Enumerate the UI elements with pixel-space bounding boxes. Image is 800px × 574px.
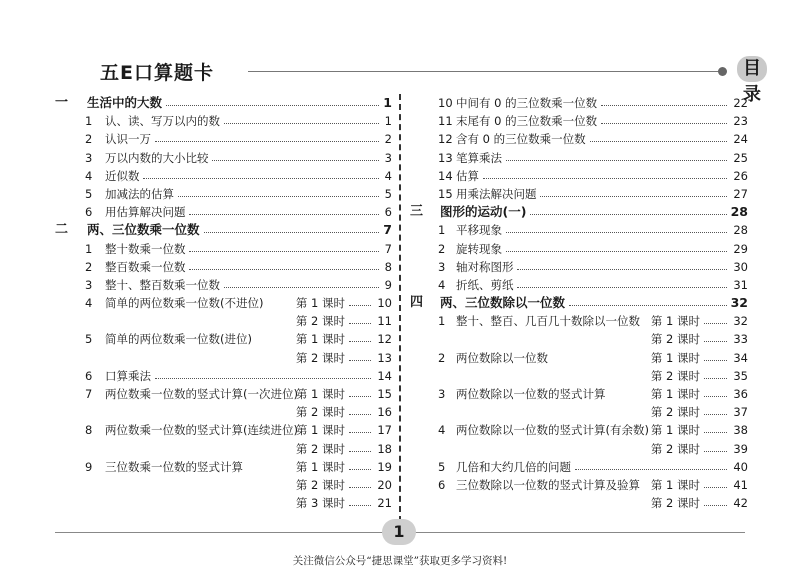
toc-entry-row — [55, 240, 392, 258]
toc-entry-row — [410, 276, 748, 294]
dot-leader — [530, 214, 727, 215]
toc-entry-row — [410, 258, 748, 276]
toc-page-number: 34 — [733, 350, 748, 365]
toc-page-number: 17 — [377, 423, 392, 438]
toc-entry-row — [410, 330, 748, 348]
toc-page-number: 25 — [733, 150, 748, 165]
toc-page-number: 42 — [733, 496, 748, 511]
toc-title: 两、三位数乘一位数 — [87, 222, 200, 238]
dot-leader — [349, 487, 371, 488]
toc-title: 近似数 — [105, 168, 140, 183]
dot-leader — [349, 305, 371, 306]
toc-title: 笔算乘法 — [456, 150, 502, 165]
toc-entry-row — [410, 312, 748, 330]
dot-leader — [349, 469, 371, 470]
toc-title: 中间有 0 的三位数乘一位数 — [456, 96, 598, 110]
dot-leader — [704, 432, 727, 433]
dot-leader — [189, 269, 378, 270]
dot-leader — [506, 232, 727, 233]
toc-page-number: 24 — [733, 132, 748, 147]
toc-page-number: 16 — [377, 405, 392, 420]
toc-page-number: 11 — [377, 314, 392, 329]
toc-number: 4 — [438, 277, 446, 292]
toc-title: 认识一万 — [105, 132, 151, 147]
toc-page-number: 23 — [733, 114, 748, 129]
toc-number: 1 — [85, 241, 93, 256]
toc-page-number: 35 — [733, 368, 748, 383]
toc-page-number: 21 — [377, 496, 392, 511]
toc-number: 3 — [85, 277, 93, 292]
toc-lesson-period: 第 2 课时 — [650, 368, 700, 383]
toc-entry-row — [410, 130, 748, 148]
toc-unit-row — [410, 203, 748, 221]
toc-lesson-period: 第 2 课时 — [295, 441, 345, 456]
dot-leader — [704, 487, 727, 488]
dot-leader — [349, 396, 371, 397]
dot-leader — [178, 196, 379, 197]
toc-lesson-period: 第 1 课时 — [295, 332, 345, 347]
dot-leader — [212, 160, 378, 161]
toc-entry-row — [410, 185, 748, 203]
dot-leader — [517, 269, 727, 270]
toc-title: 简单的两位数乘一位数(进位) — [105, 332, 252, 347]
toc-page-number: 4 — [384, 168, 392, 183]
dot-leader — [224, 123, 379, 124]
toc-page-number: 22 — [733, 96, 748, 110]
toc-page-number: 3 — [384, 150, 392, 165]
toc-page-number: 28 — [733, 223, 748, 238]
toc-title: 两位数乘一位数的竖式计算(连续进位) — [105, 423, 298, 438]
dot-leader — [590, 141, 728, 142]
toc-title: 生活中的大数 — [87, 95, 163, 110]
toc-number: 2 — [438, 241, 446, 256]
toc-title: 简单的两位数乘一位数(不进位) — [105, 296, 264, 311]
toc-entry-row — [410, 349, 748, 367]
toc-lesson-period: 第 2 课时 — [650, 441, 700, 456]
toc-number: 9 — [85, 459, 93, 474]
toc-left-column — [55, 94, 392, 512]
toc-title: 口算乘法 — [105, 368, 151, 383]
dot-leader — [704, 451, 727, 452]
dot-leader — [704, 396, 727, 397]
toc-lesson-period: 第 1 课时 — [295, 459, 345, 474]
column-divider — [399, 94, 401, 522]
toc-entry-row — [410, 367, 748, 385]
toc-lesson-period: 第 1 课时 — [295, 387, 345, 401]
toc-page-number: 12 — [377, 332, 392, 347]
toc-page-number: 1 — [384, 114, 392, 129]
toc-lesson-period: 第 2 课时 — [650, 405, 700, 420]
dot-leader — [506, 251, 727, 252]
dot-leader — [517, 287, 727, 288]
toc-lesson-period: 第 2 课时 — [650, 332, 700, 347]
toc-lesson-period: 第 2 课时 — [295, 314, 345, 329]
toc-number: 3 — [85, 150, 93, 165]
dot-leader — [349, 451, 371, 452]
toc-entry-row — [55, 185, 392, 203]
toc-page-number: 6 — [384, 205, 392, 220]
toc-number: 6 — [438, 477, 446, 492]
toc-title: 含有 0 的三位数乘一位数 — [456, 132, 586, 147]
toc-page-number: 19 — [377, 459, 392, 474]
toc-title: 折纸、剪纸 — [456, 277, 514, 292]
toc-number: 12 — [438, 132, 453, 147]
brand-title: 五E口算题卡 — [100, 62, 214, 84]
toc-number: 15 — [438, 186, 453, 201]
toc-title: 两位数除以一位数的竖式计算(有余数) — [456, 423, 649, 438]
toc-entry-row — [55, 458, 392, 476]
dot-leader — [704, 505, 727, 506]
toc-entry-row — [55, 258, 392, 276]
dot-leader — [189, 251, 378, 252]
toc-entry-row — [55, 494, 392, 512]
dot-leader — [349, 323, 371, 324]
toc-title: 旋转现象 — [456, 241, 502, 256]
toc-title: 图形的运动(一) — [440, 204, 527, 220]
toc-title: 两位数除以一位数的竖式计算 — [456, 387, 606, 401]
toc-number: 3 — [438, 259, 446, 274]
toc-entry-row — [410, 421, 748, 439]
dot-leader — [155, 141, 379, 142]
toc-page-number: 31 — [733, 277, 748, 292]
toc-lesson-period: 第 2 课时 — [650, 496, 700, 511]
dot-leader — [704, 360, 727, 361]
toc-number: 2 — [85, 259, 93, 274]
toc-entry-row — [55, 112, 392, 130]
toc-entry-row — [410, 240, 748, 258]
toc-lesson-period: 第 1 课时 — [650, 314, 700, 329]
dot-leader — [540, 196, 727, 197]
toc-page-number: 15 — [377, 387, 392, 401]
toc-entry-row — [410, 440, 748, 458]
toc-title: 用乘法解决问题 — [456, 186, 537, 201]
toc-number: 2 — [438, 350, 446, 365]
toc-title: 三位数乘一位数的竖式计算 — [105, 459, 243, 474]
toc-title: 加减法的估算 — [105, 186, 174, 201]
toc-number: 10 — [438, 96, 453, 110]
toc-page-number: 5 — [384, 186, 392, 201]
dot-leader — [166, 105, 379, 106]
header-rule — [248, 71, 721, 72]
toc-page-number: 37 — [733, 405, 748, 420]
dot-leader — [143, 178, 378, 179]
toc-number: 一 — [55, 95, 69, 110]
toc-title: 两、三位数除以一位数 — [440, 295, 566, 311]
toc-lesson-period: 第 1 课时 — [650, 350, 700, 365]
toc-page-number: 9 — [384, 277, 392, 292]
toc-page-number: 8 — [384, 259, 392, 274]
toc-number: 6 — [85, 368, 93, 383]
toc-number: 3 — [438, 387, 446, 401]
dot-leader — [704, 378, 727, 379]
toc-unit-row — [410, 294, 748, 312]
toc-entry-row — [55, 276, 392, 294]
toc-number: 二 — [55, 222, 69, 238]
toc-title: 整十、整百数乘一位数 — [105, 277, 220, 292]
toc-entry-row — [410, 385, 748, 403]
toc-entry-row — [55, 330, 392, 348]
toc-title: 估算 — [456, 168, 479, 183]
dot-leader — [155, 378, 371, 379]
toc-entry-row — [55, 421, 392, 439]
toc-page-number: 7 — [384, 241, 392, 256]
dot-leader — [349, 414, 371, 415]
toc-page-number: 29 — [733, 241, 748, 256]
toc-number: 13 — [438, 150, 453, 165]
toc-title: 两位数除以一位数 — [456, 350, 548, 365]
dot-leader — [349, 432, 371, 433]
toc-page-number: 41 — [733, 477, 748, 492]
toc-number: 1 — [85, 114, 93, 129]
toc-entry-row — [55, 130, 392, 148]
toc-title: 整十、整百、几百几十数除以一位数 — [456, 314, 640, 329]
toc-number: 2 — [85, 132, 93, 147]
toc-right-column — [410, 94, 748, 512]
toc-entry-row — [55, 149, 392, 167]
dot-leader — [224, 287, 379, 288]
toc-lesson-period: 第 3 课时 — [295, 496, 345, 511]
toc-number: 1 — [438, 223, 446, 238]
dot-leader — [483, 178, 727, 179]
toc-entry-row — [410, 458, 748, 476]
dot-leader — [704, 341, 727, 342]
toc-unit-row — [55, 94, 392, 112]
toc-title: 末尾有 0 的三位数乘一位数 — [456, 114, 598, 129]
toc-entry-row — [55, 403, 392, 421]
toc-title: 三位数除以一位数的竖式计算及验算 — [456, 477, 640, 492]
toc-page-number: 40 — [733, 459, 748, 474]
toc-entry-row — [410, 403, 748, 421]
toc-lesson-period: 第 1 课时 — [650, 477, 700, 492]
catalog-label: 目录 — [737, 56, 767, 82]
toc-entry-row — [55, 367, 392, 385]
toc-page-number: 14 — [377, 368, 392, 383]
toc-entry-row — [55, 476, 392, 494]
dot-leader — [601, 105, 727, 106]
dot-leader — [704, 414, 727, 415]
toc-page-number: 33 — [733, 332, 748, 347]
toc-title: 几倍和大约几倍的问题 — [456, 459, 571, 474]
toc-number: 6 — [85, 205, 93, 220]
dot-leader — [349, 341, 371, 342]
toc-page-number: 28 — [730, 204, 748, 220]
toc-entry-row — [410, 476, 748, 494]
toc-lesson-period: 第 1 课时 — [650, 423, 700, 438]
toc-entry-row — [55, 312, 392, 330]
toc-title: 用估算解决问题 — [105, 205, 186, 220]
dot-leader — [569, 305, 727, 306]
dot-leader — [349, 360, 371, 361]
toc-entry-row — [410, 94, 748, 112]
dot-leader — [575, 469, 727, 470]
toc-page-number: 10 — [377, 296, 392, 311]
toc-page-number: 32 — [730, 295, 748, 311]
toc-title: 整百数乘一位数 — [105, 259, 186, 274]
toc-number: 5 — [438, 459, 446, 474]
toc-entry-row — [410, 112, 748, 130]
toc-title: 平移现象 — [456, 223, 502, 238]
toc-page-number: 1 — [383, 95, 392, 110]
toc-page-number: 20 — [377, 477, 392, 492]
toc-number: 三 — [410, 204, 424, 220]
toc-number: 1 — [438, 314, 446, 329]
toc-lesson-period: 第 2 课时 — [295, 350, 345, 365]
toc-lesson-period: 第 1 课时 — [650, 387, 700, 401]
toc-title: 认、读、写万以内的数 — [105, 114, 220, 129]
toc-entry-row — [55, 349, 392, 367]
toc-page-number: 38 — [733, 423, 748, 438]
toc-title: 万以内数的大小比较 — [105, 150, 209, 165]
toc-entry-row — [410, 494, 748, 512]
toc-page-number: 27 — [733, 186, 748, 201]
toc-page-number: 26 — [733, 168, 748, 183]
toc-number: 14 — [438, 168, 453, 183]
dot-leader — [704, 323, 727, 324]
toc-lesson-period: 第 2 课时 — [295, 477, 345, 492]
page-number: 1 — [382, 519, 416, 545]
toc-number: 4 — [85, 296, 93, 311]
toc-number: 4 — [438, 423, 446, 438]
header-dot-icon — [718, 67, 727, 76]
toc-page-number: 36 — [733, 387, 748, 401]
toc-entry-row — [55, 440, 392, 458]
toc-number: 11 — [438, 114, 453, 129]
toc-page-number: 13 — [377, 350, 392, 365]
dot-leader — [204, 232, 379, 233]
toc-page-number: 18 — [377, 441, 392, 456]
toc-page-number: 7 — [383, 222, 392, 238]
toc-lesson-period: 第 2 课时 — [295, 405, 345, 420]
toc-entry-row — [55, 167, 392, 185]
toc-entry-row — [55, 385, 392, 403]
toc-number: 5 — [85, 332, 93, 347]
toc-entry-row — [55, 203, 392, 221]
toc-page-number: 30 — [733, 259, 748, 274]
toc-page-number: 32 — [733, 314, 748, 329]
toc-entry-row — [410, 167, 748, 185]
toc-number: 7 — [85, 387, 93, 401]
toc-number: 8 — [85, 423, 93, 438]
dot-leader — [506, 160, 727, 161]
toc-entry-row — [55, 294, 392, 312]
toc-entry-row — [410, 149, 748, 167]
dot-leader — [189, 214, 378, 215]
toc-page-number: 39 — [733, 441, 748, 456]
toc-lesson-period: 第 1 课时 — [295, 296, 345, 311]
toc-page-number: 2 — [384, 132, 392, 147]
dot-leader — [601, 123, 727, 124]
toc-entry-row — [410, 221, 748, 239]
toc-title: 整十数乘一位数 — [105, 241, 186, 256]
toc-title: 轴对称图形 — [456, 259, 514, 274]
toc-number: 4 — [85, 168, 93, 183]
dot-leader — [349, 505, 371, 506]
toc-number: 四 — [410, 295, 424, 311]
toc-number: 5 — [85, 186, 93, 201]
toc-title: 两位数乘一位数的竖式计算(一次进位) — [105, 387, 298, 401]
toc-lesson-period: 第 1 课时 — [295, 423, 345, 438]
toc-unit-row — [55, 221, 392, 239]
footer-note: 关注微信公众号“捷思课堂”获取更多学习资料! — [292, 555, 508, 567]
